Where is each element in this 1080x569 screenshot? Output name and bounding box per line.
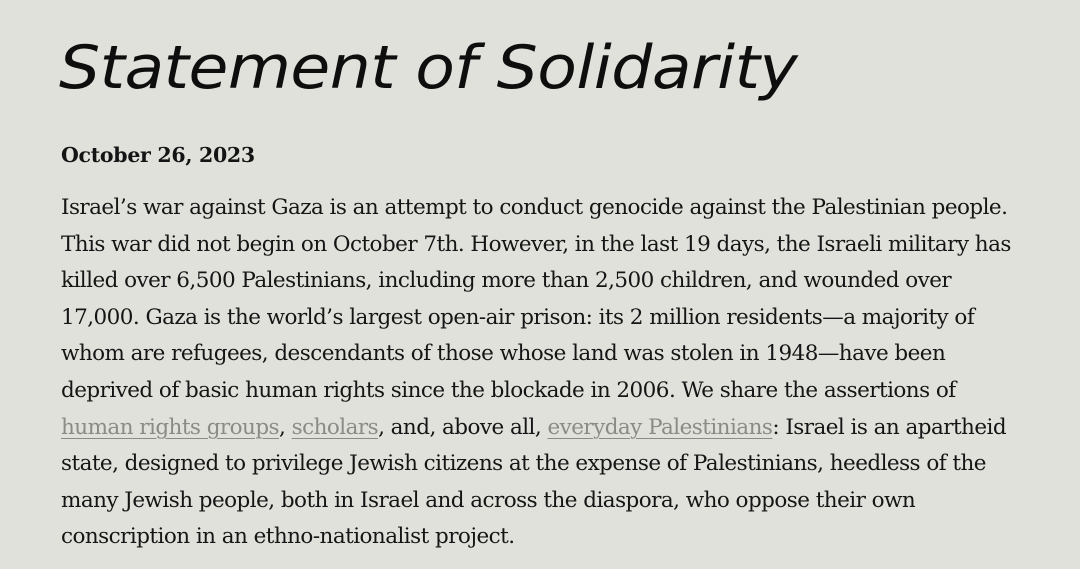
body-line-2: This war did not begin on October 7th. However, in the last 19 days, the Israeli military has: [61, 231, 1011, 257]
body-line-3: killed over 6,500 Palestinians, including more than 2,500 children, and wounded over: [61, 268, 952, 294]
human-rights-groups-link[interactable]: human rights groups: [61, 414, 280, 440]
everyday-palestinians-link[interactable]: everyday Palestinians: [547, 414, 773, 440]
body-line-8: state, designed to privilege Jewish citizens at the expense of Palestinians, heedless of the: [61, 451, 986, 477]
statement-date: October 26, 2023: [61, 143, 255, 167]
body-line-9: many Jewish people, both in Israel and across the diaspora, who oppose their own: [61, 487, 916, 513]
body-line-5: whom are refugees, descendants of those whose land was stolen in 1948—have been: [61, 341, 946, 367]
body-line-4: 17,000. Gaza is the world’s largest open-air prison: its 2 million residents—a majority of: [61, 304, 975, 330]
line7-tail: : Israel is an apartheid: [772, 414, 1007, 440]
body-line-6: deprived of basic human rights since the blockade in 2006. We share the assertions of: [61, 377, 956, 403]
body-line-10: conscription in an ethno-nationalist project.: [61, 524, 515, 550]
line7-separator-1: ,: [279, 414, 292, 440]
line7-separator-2: , and, above all,: [378, 414, 548, 440]
body-line-7: [61, 410, 1051, 447]
body-line-1: Israel’s war against Gaza is an attempt to conduct genocide against the Palestinian people.: [61, 195, 1008, 220]
statement-body: [61, 190, 1051, 556]
scholars-link[interactable]: scholars: [291, 414, 379, 440]
page-title: Statement of Solidarity: [59, 33, 798, 103]
